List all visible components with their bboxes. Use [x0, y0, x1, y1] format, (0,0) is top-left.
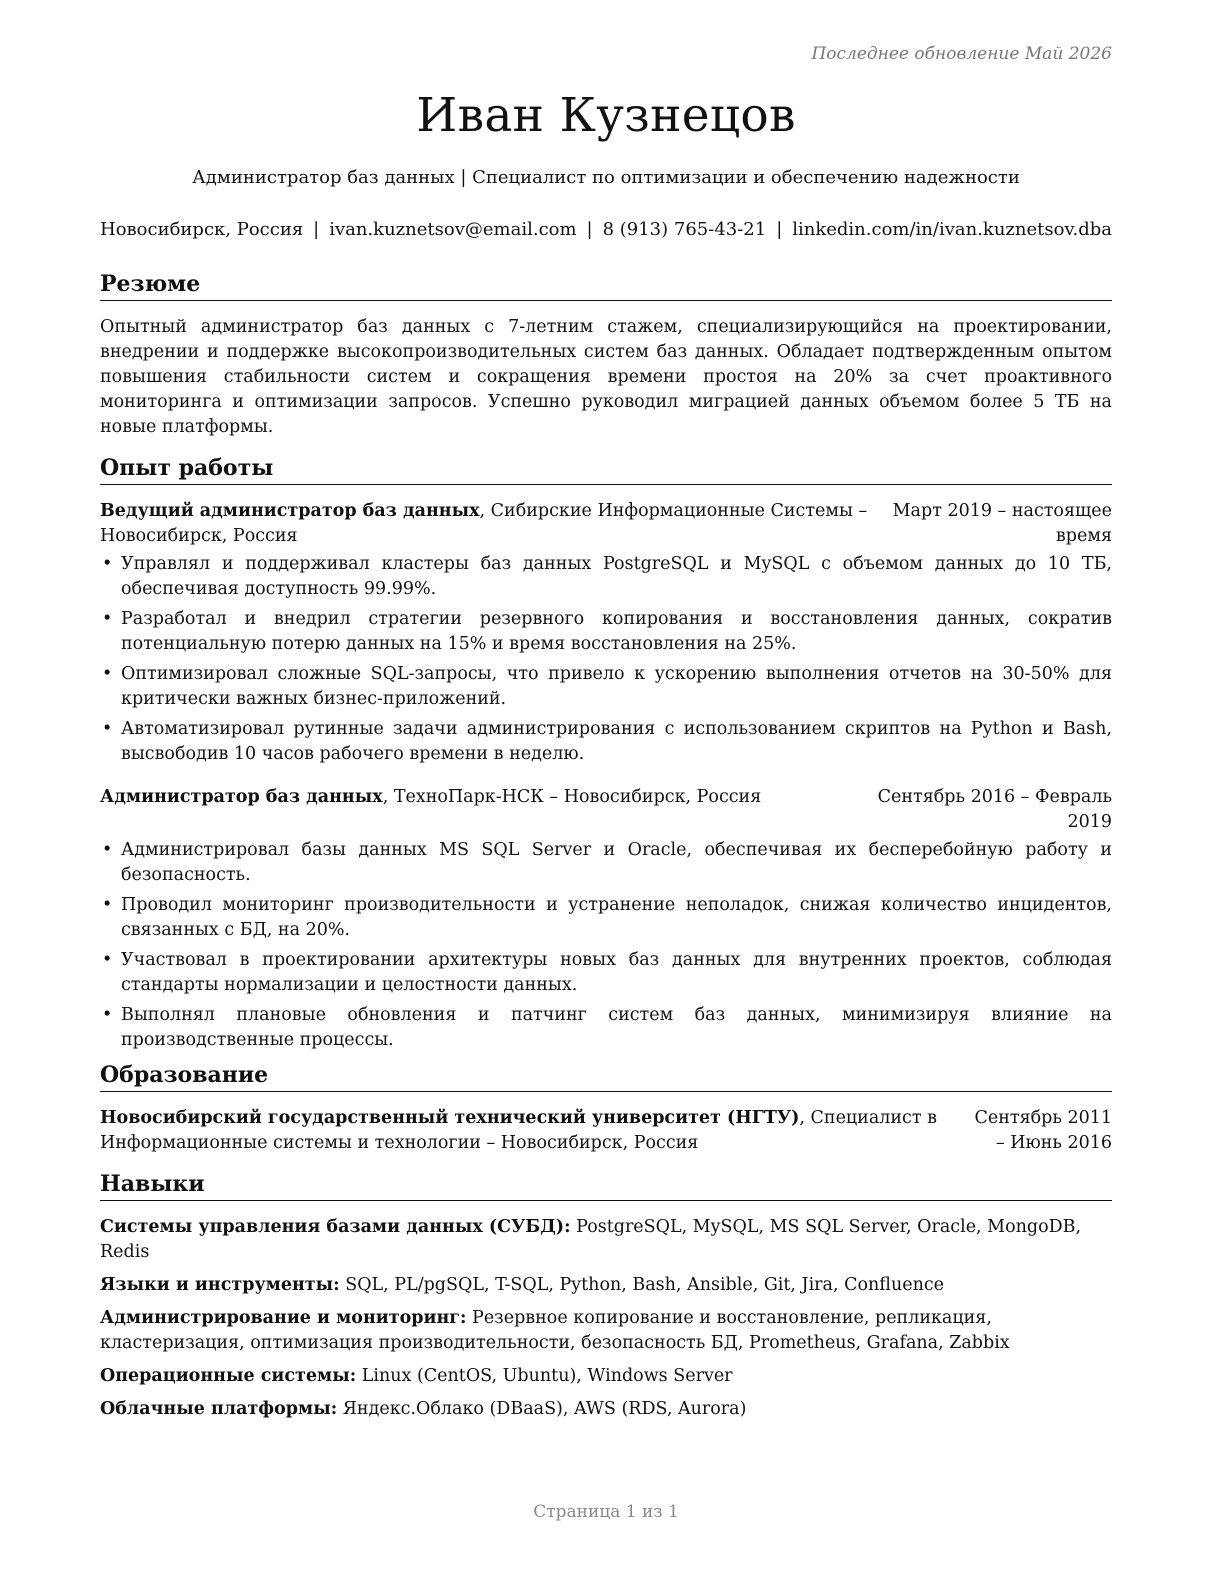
- list-item: • Проводил мониторинг производительности и устранение неполадок, снижая количество инцидентов, связанных с БД, на 20%.: [100, 893, 1112, 943]
- job-dates: Март 2019 – настоящее время: [892, 501, 1112, 546]
- summary-title: Резюме: [100, 270, 1112, 301]
- skill-row: [100, 1215, 1112, 1265]
- contact-separator: |: [313, 219, 320, 240]
- list-item: • Управлял и поддерживал кластеры баз данных PostgreSQL и MySQL с объемом данных до 10 ТБ, обеспечивая доступность 99.99%.: [100, 552, 1112, 602]
- skill-label: Операционные системы:: [100, 1366, 357, 1386]
- list-item: • Разработал и внедрил стратегии резервного копирования и восстановления данных, сократив потенциальную потерю данных на 15% и время восстановления на 25%.: [100, 607, 1112, 657]
- summary-section: [100, 270, 1112, 440]
- skill-row: [100, 1273, 1112, 1298]
- list-item: • Участвовал в проектировании архитектуры новых баз данных для внутренних проектов, соблюдая стандарты нормализации и целостности данных.: [100, 948, 1112, 998]
- experience-section: [100, 454, 1112, 1053]
- job-role: Администратор баз данных: [100, 787, 383, 807]
- job-header: [100, 785, 1112, 835]
- job-dates: Сентябрь 2016 – Февраль 2019: [877, 787, 1112, 832]
- education-school: Новосибирский государственный технический университет (НГТУ): [100, 1108, 800, 1128]
- skill-row: [100, 1306, 1112, 1356]
- contact-separator: |: [776, 219, 783, 240]
- job-entry: [100, 785, 1112, 1053]
- list-item: • Администрировал базы данных MS SQL Server и Oracle, обеспечивая их бесперебойную работу и безопасность.: [100, 838, 1112, 888]
- skill-value: PostgreSQL, MySQL, MS SQL Server, Oracle, MongoDB, Redis: [100, 1217, 1082, 1262]
- education-section: [100, 1061, 1112, 1156]
- list-item: • Оптимизировал сложные SQL-запросы, что привело к ускорению выполнения отчетов на 30-50% для критически важных бизнес-приложений.: [100, 662, 1112, 712]
- job-role: Ведущий администратор баз данных: [100, 501, 480, 521]
- skill-label: Языки и инструменты:: [100, 1275, 340, 1295]
- tagline: Администратор баз данных | Специалист по оптимизации и обеспечению надежности: [192, 167, 1020, 188]
- job-entry: [100, 499, 1112, 767]
- job-org: , ТехноПарк-НСК – Новосибирск, Россия: [382, 787, 762, 807]
- skill-row: [100, 1397, 1112, 1422]
- skills-list: [100, 1215, 1112, 1422]
- skill-value: Яндекс.Облако (DBaaS), AWS (RDS, Aurora): [337, 1399, 747, 1419]
- contact-email[interactable]: ivan.kuznetsov@email.com: [329, 219, 577, 240]
- education-dates: Сентябрь 2011 – Июнь 2016: [974, 1108, 1112, 1153]
- experience-title: Опыт работы: [100, 454, 1112, 485]
- job-title-line: [100, 499, 870, 549]
- list-item: • Автоматизировал рутинные задачи администрирования с использованием скриптов на Python и Bash, высвободив 10 часов рабочего времени в неделю.: [100, 717, 1112, 767]
- skill-label: Облачные платформы:: [100, 1399, 338, 1419]
- contact-location: Новосибирск, Россия: [100, 219, 304, 240]
- summary-text: Опытный администратор баз данных с 7-летним стажем, специализирующийся на проектировании, внедрении и поддержке высокопроизводительных систем баз данных. Обладает подтвержденным опытом повышения стабильности систем и сокращения времени простоя на 20% за счет проактивного мониторинга и оптимизации запросов. Успешно руководил миграцией данных объемом более 5 ТБ на новые платформы.: [100, 317, 1112, 437]
- skill-value: SQL, PL/pgSQL, T-SQL, Python, Bash, Ansible, Git, Jira, Confluence: [339, 1275, 945, 1295]
- skill-label: Администрирование и мониторинг:: [100, 1308, 467, 1328]
- resume-content: [100, 270, 1112, 1430]
- contact-linkedin[interactable]: linkedin.com/in/ivan.kuznetsov.dba: [792, 219, 1112, 240]
- contact-phone[interactable]: 8 (913) 765-43-21: [602, 219, 767, 240]
- job-title-line: [100, 785, 872, 835]
- person-name: Иван Кузнецов: [416, 88, 796, 143]
- education-details: , Специалист в Информационные системы и технологии – Новосибирск, Россия: [100, 1108, 937, 1153]
- last-updated: Последнее обновление Май 2026: [811, 44, 1112, 64]
- skill-row: [100, 1364, 1112, 1389]
- job-org: , Сибирские Информационные Системы – Новосибирск, Россия: [100, 501, 868, 546]
- contact-separator: |: [586, 219, 593, 240]
- education-entry: [100, 1106, 1112, 1156]
- skills-title: Навыки: [100, 1170, 1112, 1201]
- skill-label: Системы управления базами данных (СУБД):: [100, 1217, 571, 1237]
- skill-value: Резервное копирование и восстановление, репликация, кластеризация, оптимизация производительности, безопасность БД, Prometheus, Grafana, Zabbix: [100, 1308, 1010, 1353]
- contact-line: [100, 219, 1112, 240]
- skills-section: [100, 1170, 1112, 1422]
- education-line: [100, 1106, 962, 1156]
- job-bullets: [100, 838, 1112, 1053]
- skill-value: Linux (CentOS, Ubuntu), Windows Server: [356, 1366, 733, 1386]
- job-bullets: [100, 552, 1112, 767]
- page-number: Страница 1 из 1: [533, 1502, 679, 1522]
- job-header: [100, 499, 1112, 549]
- list-item: • Выполнял плановые обновления и патчинг систем баз данных, минимизируя влияние на производственные процессы.: [100, 1003, 1112, 1053]
- education-title: Образование: [100, 1061, 1112, 1092]
